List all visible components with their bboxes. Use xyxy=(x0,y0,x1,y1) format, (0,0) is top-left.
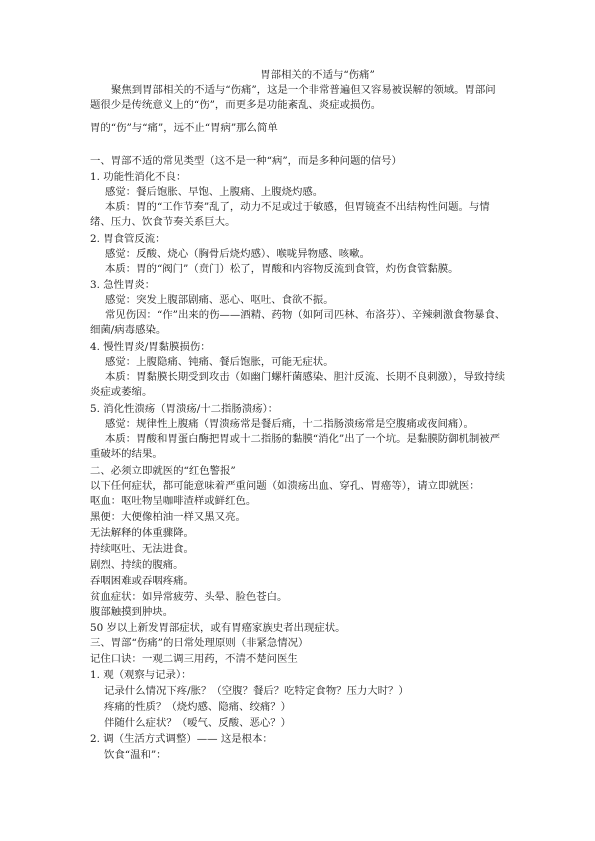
section2-intro: 以下任何症状，都可能意味着严重问题（如溃疡出血、穿孔、胃癌等），请立即就医： xyxy=(90,480,480,492)
s3-1-title: 1. 观（观察与记录）： xyxy=(90,669,192,681)
section2-heading: 二、必须立即就医的“红色警报” xyxy=(90,465,236,477)
s1-2-essence: 本质：胃的“阀门”（贲门）松了，胃酸和内容物反流到食管，灼伤食管黏膜。 xyxy=(105,263,459,275)
section3-heading: 三、胃部“伤痛”的日常处理原则（非紧急情况） xyxy=(90,637,309,649)
s1-4-essence: 本质：胃黏膜长期受到攻击（如幽门螺杆菌感染、胆汁反流、长期不良刺激），导致持续炎症或萎缩。 xyxy=(90,371,506,398)
warning-item: 无法解释的体重骤降。 xyxy=(90,527,194,539)
section3-mnemonic: 记住口诀：一观二调三用药，不清不楚问医生 xyxy=(90,653,298,665)
s1-5-feeling: 感觉：规律性上腹痛（胃溃疡常是餐后痛，十二指肠溃疡常是空腹痛或夜间痛）。 xyxy=(105,418,474,430)
s3-1-item: 记录什么情况下疼/胀？（空腹？餐后？吃特定食物？压力大时？） xyxy=(104,685,409,697)
s3-2-item: 饮食“温和”： xyxy=(104,749,167,761)
s3-2-title: 2. 调（生活方式调整）—— 这是根本： xyxy=(90,733,273,745)
s1-3-feeling: 感觉：突发上腹部剧痛、恶心、呕吐、食欲不振。 xyxy=(105,294,334,306)
warning-item: 持续呕吐、无法进食。 xyxy=(90,543,194,555)
warning-item: 吞咽困难或吞咽疼痛。 xyxy=(90,575,194,587)
intro-paragraph: 聚焦到胃部相关的不适与“伤痛”，这是一个非常普遍但又容易被误解的领域。胃部问题很少是传统意义上的“伤”，而更多是功能紊乱、炎症或损伤。 xyxy=(90,84,496,111)
s1-3-cause: 常见伤因：“作”出来的伤——酒精、药物（如阿司匹林、布洛芬）、辛辣刺激食物暴食、细菌/病毒感染。 xyxy=(90,309,506,336)
warning-item: 贫血症状：如异常疲劳、头晕、脸色苍白。 xyxy=(90,591,288,603)
s1-1-essence: 本质：胃的“工作节奏”乱了，动力不足或过于敏感，但胃镜查不出结构性问题。与情绪、压力、饮食节奏关系巨大。 xyxy=(90,201,490,228)
s1-2-title: 2. 胃食管反流： xyxy=(90,233,166,245)
s1-1-feeling: 感觉：餐后饱胀、早饱、上腹痛、上腹烧灼感。 xyxy=(105,186,324,198)
s1-3-title: 3. 急性胃炎： xyxy=(90,279,156,291)
warning-item: 呕血：呕吐物呈咖啡渣样或鲜红色。 xyxy=(90,495,257,507)
document-title: 胃部相关的不适与“伤痛” xyxy=(260,69,375,81)
warning-item: 黑便：大便像柏油一样又黑又亮。 xyxy=(90,511,246,523)
s1-1-title: 1. 功能性消化不良： xyxy=(90,171,187,183)
s3-1-item: 伴随什么症状？（嗳气、反酸、恶心？） xyxy=(104,717,292,729)
intro-subtitle: 胃的“伤”与“痛”，远不止“胃病”那么简单 xyxy=(90,122,278,134)
s1-4-feeling: 感觉：上腹隐痛、钝痛、餐后饱胀，可能无症状。 xyxy=(105,356,334,368)
warning-item: 剧烈、持续的腹痛。 xyxy=(90,559,184,571)
s1-5-title: 5. 消化性溃疡（胃溃疡/十二指肠溃疡）： xyxy=(90,403,279,415)
s1-2-feeling: 感觉：反酸、烧心（胸骨后烧灼感）、喉咙异物感、咳嗽。 xyxy=(105,248,370,260)
warning-item: 50 岁以上新发胃部症状，或有胃癌家族史者出现症状。 xyxy=(90,622,346,634)
warning-item: 腹部触摸到肿块。 xyxy=(90,606,174,618)
s3-1-item: 疼痛的性质？（烧灼感、隐痛、绞痛？） xyxy=(104,701,292,713)
s1-5-essence: 本质：胃酸和胃蛋白酶把胃或十二指肠的黏膜“消化”出了一个坑。是黏膜防御机制被严重破坏的结果。 xyxy=(90,433,501,460)
section1-heading: 一、胃部不适的常见类型（这不是一种“病”，而是多种问题的信号） xyxy=(90,155,402,167)
s1-4-title: 4. 慢性胃炎/胃黏膜损伤： xyxy=(90,341,211,353)
